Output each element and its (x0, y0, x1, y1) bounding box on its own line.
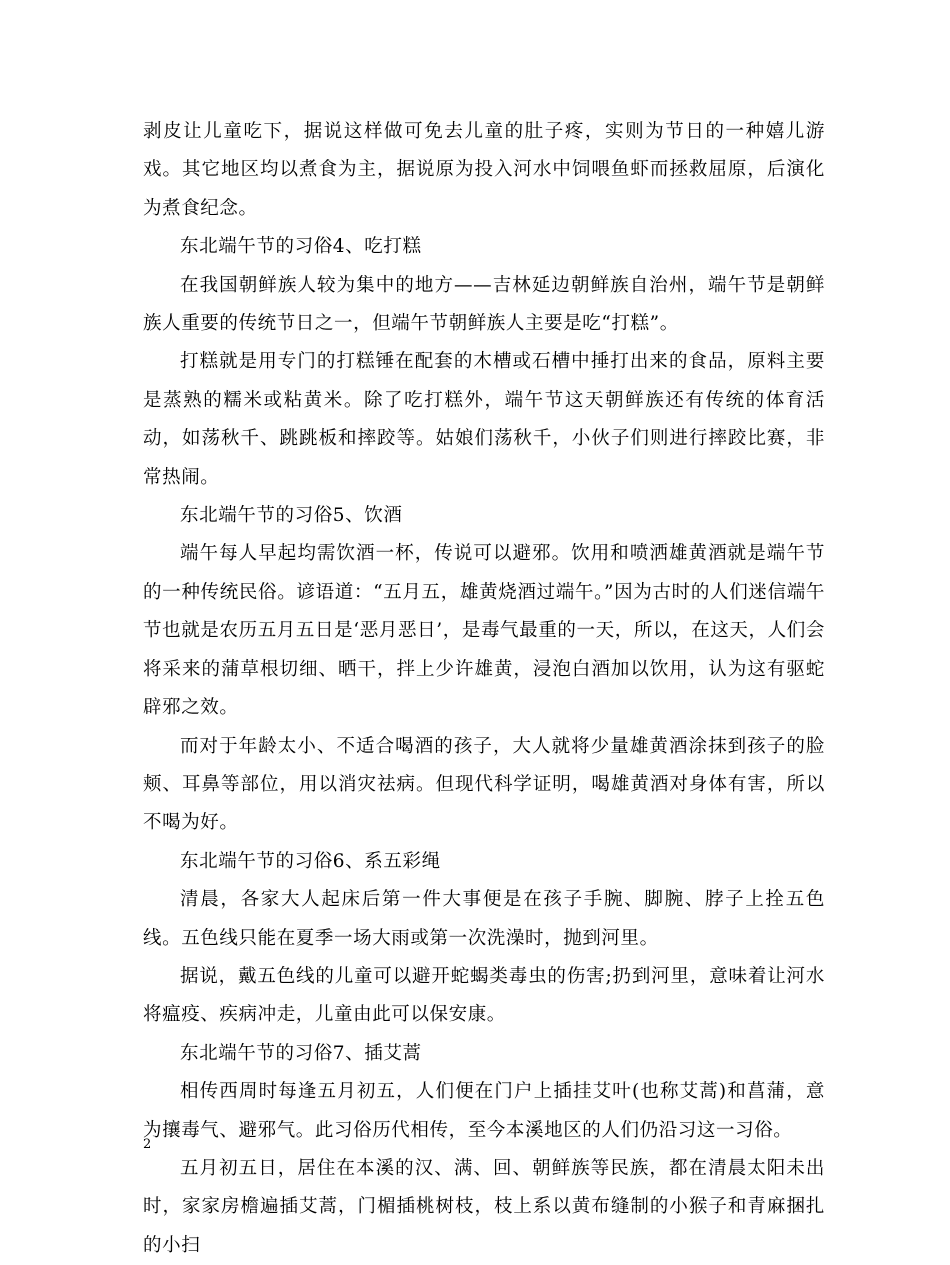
paragraph: 五月初五日，居住在本溪的汉、满、回、朝鲜族等民族，都在清晨太阳未出时，家家房檐遍插艾蒿，门楣插桃树枝，枝上系以黄布缝制的小猴子和青麻捆扎的小扫 (143, 1157, 825, 1256)
section-heading: 东北端午节的习俗4、吃打糕 (180, 236, 422, 258)
page-number: 2 (143, 1137, 152, 1152)
section-heading: 东北端午节的习俗6、系五彩绳 (180, 850, 441, 872)
paragraph: 而对于年龄太小、不适合喝酒的孩子，大人就将少量雄黄酒涂抹到孩子的脸颊、耳鼻等部位，用以消灾祛病。但现代科学证明，喝雄黄酒对身体有害，所以不喝为好。 (143, 735, 825, 834)
paragraph: 清晨，各家大人起床后第一件大事便是在孩子手腕、脚腕、脖子上拴五色线。五色线只能在夏季一场大雨或第一次洗澡时，抛到河里。 (143, 889, 825, 949)
paragraph: 剥皮让儿童吃下，据说这样做可免去儿童的肚子疼，实则为节日的一种嬉儿游戏。其它地区均以煮食为主，据说原为投入河水中饲喂鱼虾而拯救屈原，后演化为煮食纪念。 (143, 121, 825, 219)
section-heading: 东北端午节的习俗5、饮酒 (180, 505, 403, 527)
paragraph: 在我国朝鲜族人较为集中的地方——吉林延边朝鲜族自治州，端午节是朝鲜族人重要的传统节日之一，但端午节朝鲜族人主要是吃“打糕”。 (143, 274, 825, 335)
paragraph: 端午每人早起均需饮酒一杯，传说可以避邪。饮用和喷洒雄黄酒就是端午节的一种传统民俗。谚语道：“五月五，雄黄烧酒过端午。”因为古时的人们迷信端午节也就是农历五月五日是‘恶月恶日’，是毒气最重的一天，所以，在这天，人们会将采来的蒲草根切细、晒干，拌上少许雄黄，浸泡白酒加以饮用，认为这有驱蛇辟邪之效。 (143, 543, 825, 719)
paragraph: 相传西周时每逢五月初五，人们便在门户上插挂艾叶(也称艾蒿)和菖蒲，意为攘毒气、避邪气。此习俗历代相传，至今本溪地区的人们仍沿习这一习俗。 (143, 1081, 825, 1141)
paragraph: 打糕就是用专门的打糕锤在配套的木槽或石槽中捶打出来的食品，原料主要是蒸熟的糯米或粘黄米。除了吃打糕外，端午节这天朝鲜族还有传统的体育活动，如荡秋千、跳跳板和摔跤等。姑娘们荡秋千，小伙子们则进行摔跤比赛，非常热闹。 (143, 351, 825, 488)
section-heading: 东北端午节的习俗7、插艾蒿 (180, 1042, 422, 1064)
document-body (143, 113, 825, 1265)
paragraph: 据说，戴五色线的儿童可以避开蛇蝎类毒虫的伤害;扔到河里，意味着让河水将瘟疫、疾病冲走，儿童由此可以保安康。 (143, 965, 825, 1026)
